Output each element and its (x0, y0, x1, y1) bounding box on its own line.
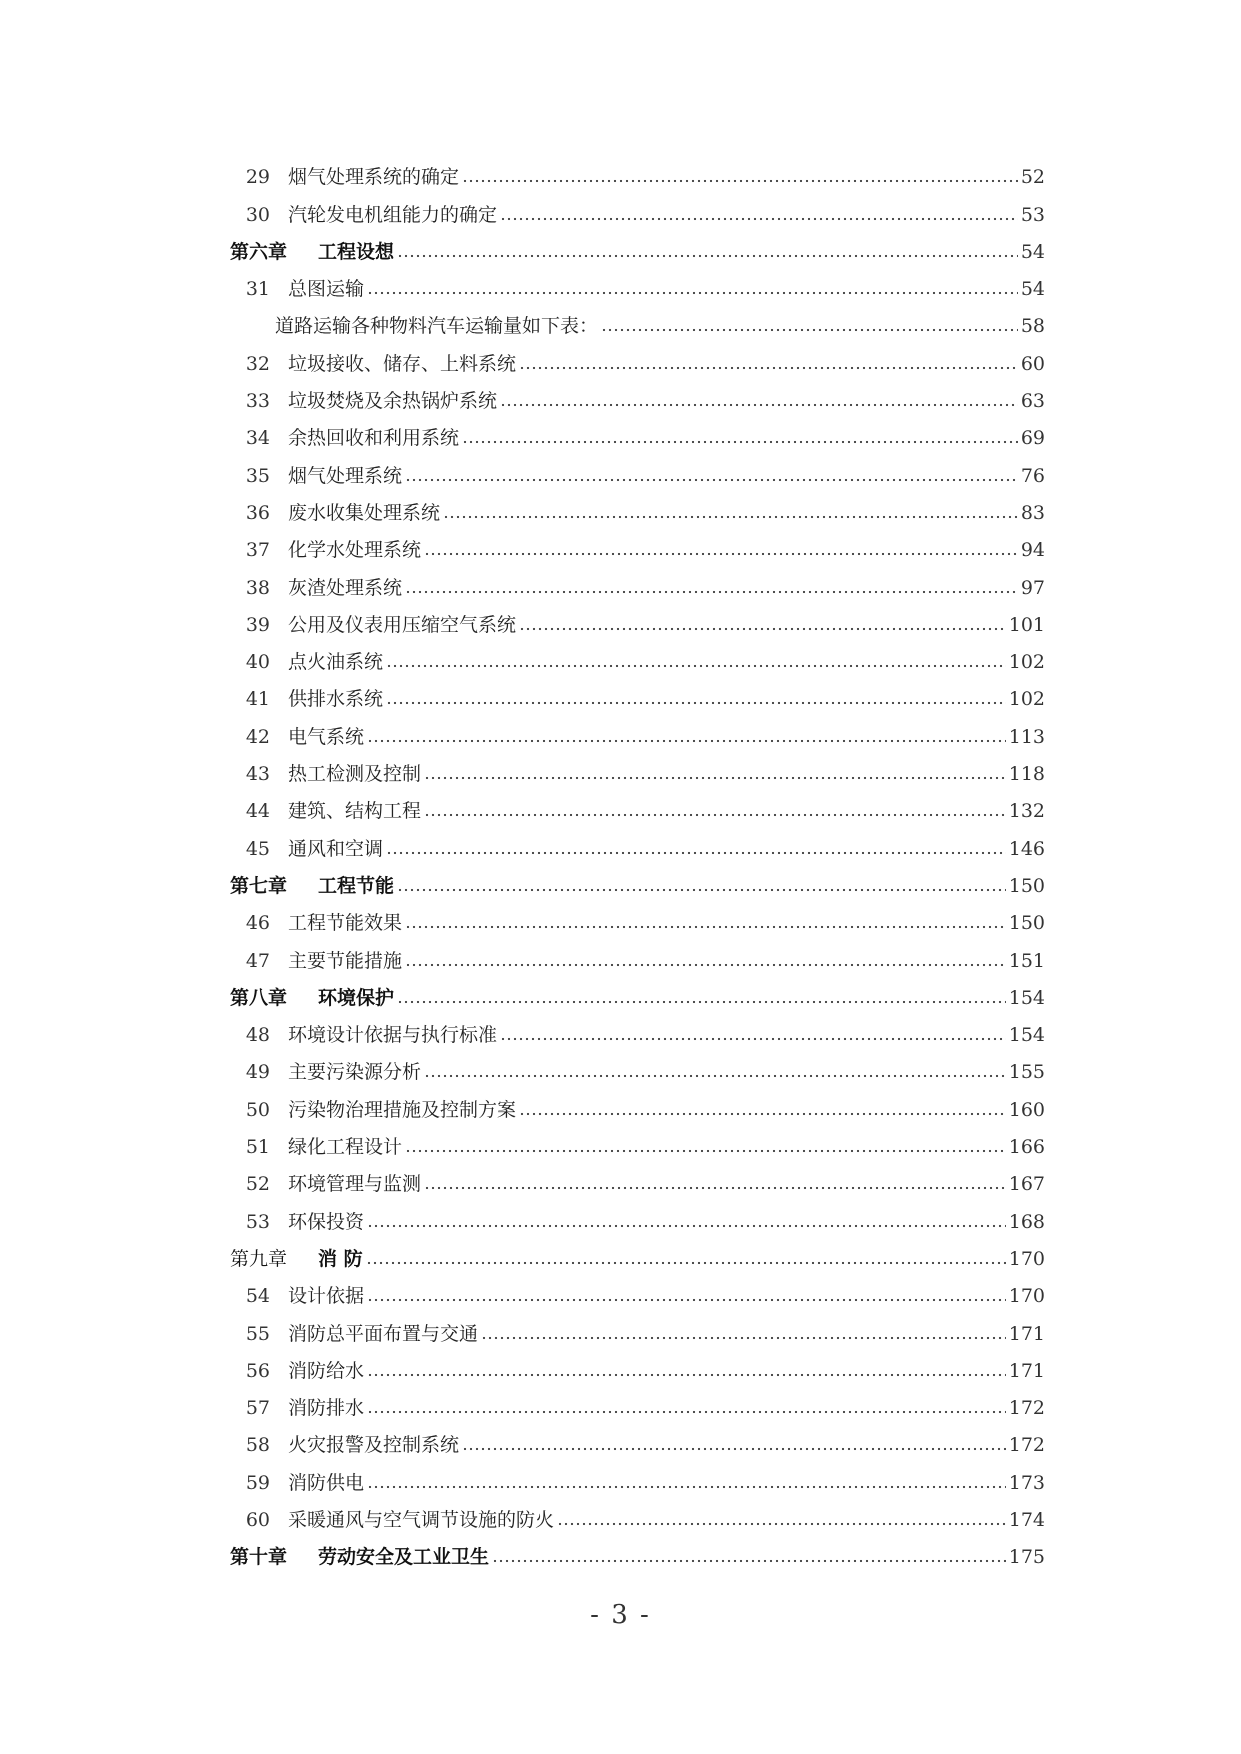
toc-entry-title: 工程节能 (318, 874, 395, 897)
toc-page-number: 54 (1020, 240, 1045, 263)
toc-entry (230, 898, 1045, 935)
toc-entry-title: 劳动安全及工业卫生 (318, 1546, 490, 1569)
toc-dot-leader (557, 1521, 1006, 1527)
toc-dot-leader (405, 962, 1006, 968)
toc-section-number: 45 (245, 837, 270, 860)
toc-section-number: 46 (245, 912, 270, 935)
toc-section-number: 53 (245, 1210, 270, 1233)
toc-section-number: 54 (245, 1285, 270, 1308)
toc-section-number: 38 (245, 576, 270, 599)
toc-section-number: 50 (245, 1098, 270, 1121)
toc-entry-title: 消防排水 (288, 1397, 365, 1420)
toc-entry-title: 汽轮发电机组能力的确定 (288, 203, 498, 226)
toc-dot-leader (405, 1148, 1006, 1154)
toc-page-number: 101 (1008, 613, 1045, 636)
toc-entry-title: 道路运输各种物料汽车运输量如下表： (275, 315, 599, 338)
toc-dot-leader (367, 1297, 1006, 1303)
toc-entry-title: 余热回收和利用系统 (288, 427, 460, 450)
toc-page-number: 60 (1020, 352, 1045, 375)
toc-entry-title: 点火油系统 (288, 651, 384, 674)
table-of-contents (230, 152, 1045, 1569)
toc-page-number: 83 (1020, 501, 1045, 524)
toc-section-number: 44 (245, 800, 270, 823)
toc-dot-leader (367, 1223, 1006, 1229)
toc-page-number: 113 (1008, 725, 1045, 748)
toc-entry (230, 1234, 1045, 1271)
toc-entry-title: 消防供电 (288, 1471, 365, 1494)
toc-page-number: 76 (1020, 464, 1045, 487)
toc-dot-leader (462, 439, 1018, 445)
toc-chapter-label: 第八章 (230, 986, 288, 1009)
page-number: - 3 - (590, 1600, 651, 1630)
toc-entry-title: 烟气处理系统的确定 (288, 166, 460, 189)
toc-section-number: 59 (245, 1471, 270, 1494)
toc-section-number: 47 (245, 949, 270, 972)
toc-dot-leader (500, 402, 1018, 408)
toc-page-number: 118 (1008, 763, 1045, 786)
toc-entry (230, 301, 1045, 338)
toc-page-number: 150 (1008, 912, 1045, 935)
toc-dot-leader (424, 551, 1018, 557)
toc-entry-title: 建筑、结构工程 (288, 800, 422, 823)
toc-page-number: 167 (1008, 1173, 1045, 1196)
toc-entry-title: 电气系统 (288, 725, 365, 748)
toc-page-number: 171 (1008, 1322, 1045, 1345)
toc-entry-title: 通风和空调 (288, 837, 384, 860)
toc-page-number: 154 (1008, 986, 1045, 1009)
toc-entry (230, 749, 1045, 786)
toc-entry-title: 垃圾接收、储存、上料系统 (288, 352, 517, 375)
toc-page-number: 69 (1020, 427, 1045, 450)
toc-dot-leader (367, 1372, 1006, 1378)
toc-section-number: 58 (245, 1434, 270, 1457)
toc-entry (230, 338, 1045, 375)
toc-page-number: 170 (1008, 1247, 1045, 1270)
toc-entry (230, 823, 1045, 860)
toc-section-number: 48 (245, 1024, 270, 1047)
toc-entry-title: 主要节能措施 (288, 949, 403, 972)
toc-dot-leader (462, 1446, 1006, 1452)
toc-section-number: 34 (245, 427, 270, 450)
toc-dot-leader (386, 700, 1006, 706)
toc-entry-title: 公用及仪表用压缩空气系统 (288, 613, 517, 636)
toc-entry (230, 450, 1045, 487)
toc-dot-leader (462, 178, 1018, 184)
toc-dot-leader (492, 1558, 1006, 1564)
toc-section-number: 29 (245, 166, 270, 189)
toc-entry (230, 1532, 1045, 1569)
toc-section-number: 52 (245, 1173, 270, 1196)
toc-section-number: 31 (245, 278, 270, 301)
toc-entry-title: 设计依据 (288, 1285, 365, 1308)
toc-page-number: 160 (1008, 1098, 1045, 1121)
toc-entry (230, 637, 1045, 674)
toc-entry (230, 189, 1045, 226)
toc-entry-title: 环境保护 (318, 986, 395, 1009)
toc-section-number: 33 (245, 390, 270, 413)
toc-entry-title: 供排水系统 (288, 688, 384, 711)
toc-page-number: 174 (1008, 1508, 1045, 1531)
toc-dot-leader (397, 887, 1006, 893)
toc-entry (230, 1308, 1045, 1345)
toc-entry-title: 环境管理与监测 (288, 1173, 422, 1196)
toc-dot-leader (366, 1260, 1006, 1266)
toc-entry (230, 600, 1045, 637)
toc-page-number: 52 (1020, 166, 1045, 189)
toc-page-number: 53 (1020, 203, 1045, 226)
toc-entry-title: 总图运输 (288, 278, 365, 301)
toc-entry-title: 消防总平面布置与交通 (288, 1322, 479, 1345)
toc-section-number: 36 (245, 501, 270, 524)
toc-entry-title: 垃圾焚烧及余热锅炉系统 (288, 390, 498, 413)
toc-dot-leader (601, 327, 1018, 333)
toc-entry (230, 1084, 1045, 1121)
toc-entry-title: 消 防 (318, 1247, 363, 1270)
toc-page-number: 102 (1008, 688, 1045, 711)
toc-entry (230, 227, 1045, 264)
toc-entry-title: 废水收集处理系统 (288, 501, 441, 524)
toc-entry (230, 152, 1045, 189)
toc-entry (230, 861, 1045, 898)
toc-entry-title: 工程设想 (318, 240, 395, 263)
toc-page-number: 63 (1020, 390, 1045, 413)
toc-dot-leader (405, 924, 1006, 930)
toc-entry (230, 1271, 1045, 1308)
toc-section-number: 39 (245, 613, 270, 636)
toc-dot-leader (405, 477, 1018, 483)
toc-dot-leader (424, 812, 1006, 818)
toc-page-number: 172 (1008, 1434, 1045, 1457)
toc-dot-leader (367, 738, 1006, 744)
toc-entry (230, 376, 1045, 413)
toc-entry (230, 1346, 1045, 1383)
toc-section-number: 43 (245, 763, 270, 786)
toc-dot-leader (481, 1335, 1006, 1341)
toc-entry (230, 1159, 1045, 1196)
toc-page-number: 58 (1020, 315, 1045, 338)
toc-section-number: 30 (245, 203, 270, 226)
toc-dot-leader (424, 775, 1006, 781)
toc-section-number: 56 (245, 1359, 270, 1382)
toc-entry (230, 1420, 1045, 1457)
toc-entry-title: 消防给水 (288, 1359, 365, 1382)
toc-dot-leader (519, 626, 1006, 632)
toc-page-number: 102 (1008, 651, 1045, 674)
toc-dot-leader (443, 514, 1018, 520)
toc-entry (230, 786, 1045, 823)
toc-entry-title: 主要污染源分析 (288, 1061, 422, 1084)
toc-section-number: 37 (245, 539, 270, 562)
toc-entry-title: 环境设计依据与执行标准 (288, 1024, 498, 1047)
toc-dot-leader (500, 216, 1018, 222)
toc-entry (230, 488, 1045, 525)
toc-entry-title: 绿化工程设计 (288, 1136, 403, 1159)
toc-entry (230, 1122, 1045, 1159)
toc-entry (230, 264, 1045, 301)
toc-page-number: 166 (1008, 1136, 1045, 1159)
toc-section-number: 57 (245, 1397, 270, 1420)
toc-section-number: 51 (245, 1136, 270, 1159)
toc-dot-leader (386, 850, 1006, 856)
toc-entry (230, 562, 1045, 599)
toc-dot-leader (424, 1185, 1006, 1191)
toc-page-number: 151 (1008, 949, 1045, 972)
toc-entry (230, 973, 1045, 1010)
toc-entry (230, 1196, 1045, 1233)
toc-page-number: 146 (1008, 837, 1045, 860)
toc-section-number: 32 (245, 352, 270, 375)
toc-section-number: 55 (245, 1322, 270, 1345)
toc-entry (230, 935, 1045, 972)
toc-entry (230, 413, 1045, 450)
toc-chapter-label: 第十章 (230, 1546, 288, 1569)
toc-section-number: 40 (245, 651, 270, 674)
toc-chapter-label: 第七章 (230, 874, 288, 897)
toc-entry (230, 1010, 1045, 1047)
toc-dot-leader (397, 999, 1006, 1005)
toc-page-number: 170 (1008, 1285, 1045, 1308)
toc-dot-leader (519, 365, 1018, 371)
toc-entry-title: 采暖通风与空气调节设施的防火 (288, 1508, 555, 1531)
toc-entry (230, 1457, 1045, 1494)
toc-dot-leader (367, 290, 1018, 296)
toc-entry (230, 1495, 1045, 1532)
toc-entry-title: 污染物治理措施及控制方案 (288, 1098, 517, 1121)
toc-entry-title: 环保投资 (288, 1210, 365, 1233)
toc-entry-title: 工程节能效果 (288, 912, 403, 935)
toc-page-number: 150 (1008, 874, 1045, 897)
toc-dot-leader (405, 589, 1018, 595)
toc-entry (230, 525, 1045, 562)
toc-page-number: 154 (1008, 1024, 1045, 1047)
toc-section-number: 41 (245, 688, 270, 711)
toc-entry-title: 烟气处理系统 (288, 464, 403, 487)
toc-entry (230, 674, 1045, 711)
toc-section-number: 60 (245, 1508, 270, 1531)
toc-section-number: 42 (245, 725, 270, 748)
toc-dot-leader (367, 1409, 1006, 1415)
toc-chapter-label: 第六章 (230, 240, 288, 263)
toc-page-number: 168 (1008, 1210, 1045, 1233)
toc-entry-title: 火灾报警及控制系统 (288, 1434, 460, 1457)
toc-entry (230, 711, 1045, 748)
toc-page-number: 173 (1008, 1471, 1045, 1494)
toc-page-number: 97 (1020, 576, 1045, 599)
toc-entry-title: 热工检测及控制 (288, 763, 422, 786)
toc-page-number: 94 (1020, 539, 1045, 562)
toc-entry-title: 化学水处理系统 (288, 539, 422, 562)
toc-entry-title: 灰渣处理系统 (288, 576, 403, 599)
toc-dot-leader (367, 1484, 1006, 1490)
toc-dot-leader (386, 663, 1006, 669)
toc-dot-leader (397, 253, 1018, 259)
toc-page-number: 54 (1020, 278, 1045, 301)
toc-page-number: 155 (1008, 1061, 1045, 1084)
toc-page-number: 175 (1008, 1546, 1045, 1569)
toc-dot-leader (519, 1111, 1006, 1117)
toc-section-number: 35 (245, 464, 270, 487)
toc-page-number: 171 (1008, 1359, 1045, 1382)
toc-page-number: 172 (1008, 1397, 1045, 1420)
toc-dot-leader (500, 1036, 1006, 1042)
toc-chapter-label: 第九章 (230, 1247, 288, 1270)
toc-entry (230, 1383, 1045, 1420)
toc-section-number: 49 (245, 1061, 270, 1084)
toc-dot-leader (424, 1073, 1006, 1079)
toc-entry (230, 1047, 1045, 1084)
toc-page-number: 132 (1008, 800, 1045, 823)
